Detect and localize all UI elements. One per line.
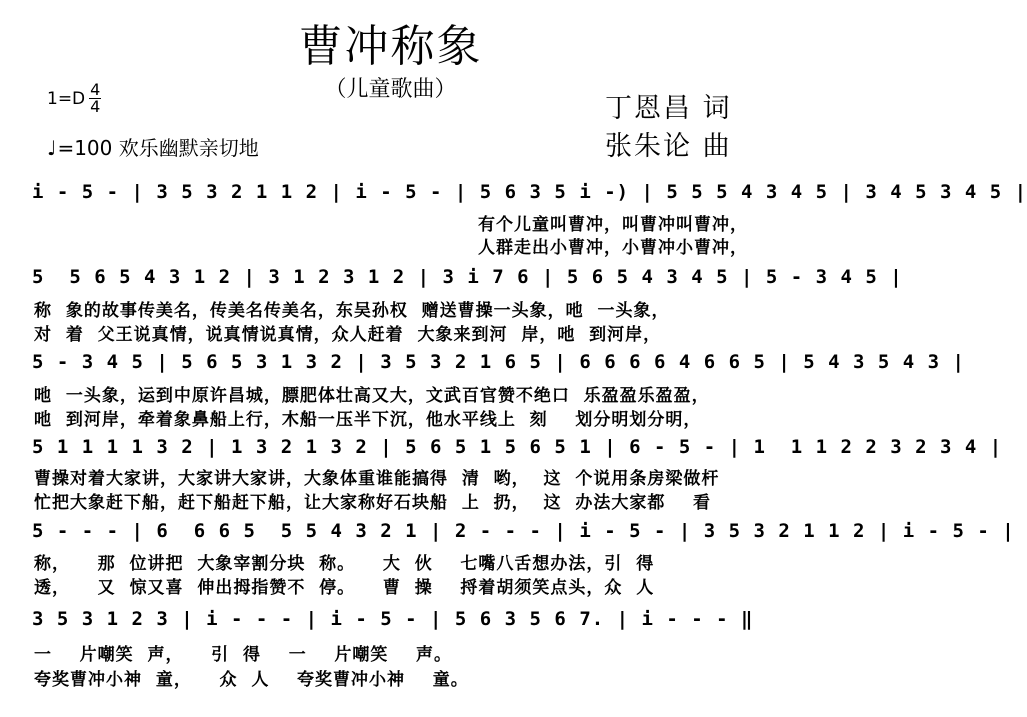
composer-credit: 张朱论 曲: [605, 131, 732, 162]
tempo-marking: [47, 132, 259, 161]
time-signature: [89, 82, 101, 115]
notation-line-6: 3 5 3 1 2 3 | i - - - | i - 5 - | 5 6 3 5 6 7. | i - - - ‖: [32, 608, 754, 630]
lyric-line-4-verse-1: 曹操对着大家讲，大家讲大家讲，大象体重谁能搞得 清 哟， 这 个说用条房梁做杆: [34, 469, 720, 489]
lyric-line-4-verse-2: 忙把大象赶下船，赶下船赶下船，让大家称好石块船 上 扔， 这 办法大家都 看: [34, 493, 712, 513]
lyricist-credit: 丁恩昌 词: [605, 93, 732, 124]
song-title: 曹冲称象: [298, 21, 483, 72]
time-top: 4: [90, 80, 101, 99]
lyric-line-1-verse-1: 有个儿童叫曹冲，叫曹冲叫曹冲，: [478, 215, 748, 235]
lyric-line-1-verse-2: 人群走出小曹冲，小曹冲小曹冲，: [478, 238, 748, 258]
quarter-note-icon: ♩: [47, 136, 57, 160]
key-label: 1=D: [47, 88, 86, 109]
notation-line-5: 5 - - - | 6 6 6 5 5 5 4 3 2 1 | 2 - - - | i - 5 - | 3 5 3 2 1 1 2 | i - 5 - |: [32, 520, 1015, 542]
lyric-line-3-verse-2: 吔 到河岸，牵着象鼻船上行，木船一压半下沉，他水平线上 刻 划分明划分明，: [34, 410, 702, 430]
lyric-line-6-verse-2: 夸奖曹冲小神 童， 众 人 夸奖曹冲小神 童。: [34, 670, 469, 690]
key-signature: [47, 82, 101, 115]
lyric-line-3-verse-1: 吔 一头象，运到中原许昌城，膘肥体壮高又大，文武百官赞不绝口 乐盈盈乐盈盈，: [34, 386, 710, 406]
tempo-text: =100 欢乐幽默亲切地: [57, 136, 259, 160]
notation-line-2: 5 5 6 5 4 3 1 2 | 3 1 2 3 1 2 | 3 i 7 6 | 5 6 5 4 3 4 5 | 5 - 3 4 5 |: [32, 266, 903, 288]
lyric-line-2-verse-2: 对 着 父王说真情，说真情说真情，众人赶着 大象来到河 岸，吔 到河岸，: [34, 325, 662, 345]
lyric-line-2-verse-1: 称 象的故事传美名，传美名传美名，东吴孙权 赠送曹操一头象，吔 一头象，: [34, 301, 670, 321]
lyric-line-6-verse-1: 一 片嘲笑 声， 引 得 一 片嘲笑 声。: [34, 645, 453, 665]
lyric-line-5-verse-2: 透， 又 惊又喜 伸出拇指赞不 停。 曹 操 捋着胡须笑点头，众 人: [34, 578, 655, 598]
notation-line-4: 5 1 1 1 1 3 2 | 1 3 2 1 3 2 | 5 6 5 1 5 6 5 1 | 6 - 5 - | 1 1 1 2 2 3 2 3 4 |: [32, 436, 1003, 458]
time-bottom: 4: [90, 97, 101, 116]
notation-line-3: 5 - 3 4 5 | 5 6 5 3 1 3 2 | 3 5 3 2 1 6 5 | 6 6 6 6 4 6 6 5 | 5 4 3 5 4 3 |: [32, 351, 965, 373]
lyric-line-5-verse-1: 称， 那 位讲把 大象宰割分块 称。 大 伙 七嘴八舌想办法，引 得: [34, 554, 655, 574]
song-subtitle: （儿童歌曲）: [324, 77, 457, 102]
notation-line-1: i - 5 - | 3 5 3 2 1 1 2 | i - 5 - | 5 6 3 5 i -) | 5 5 5 4 3 4 5 | 3 4 5 3 4 5 |: [32, 181, 1027, 203]
